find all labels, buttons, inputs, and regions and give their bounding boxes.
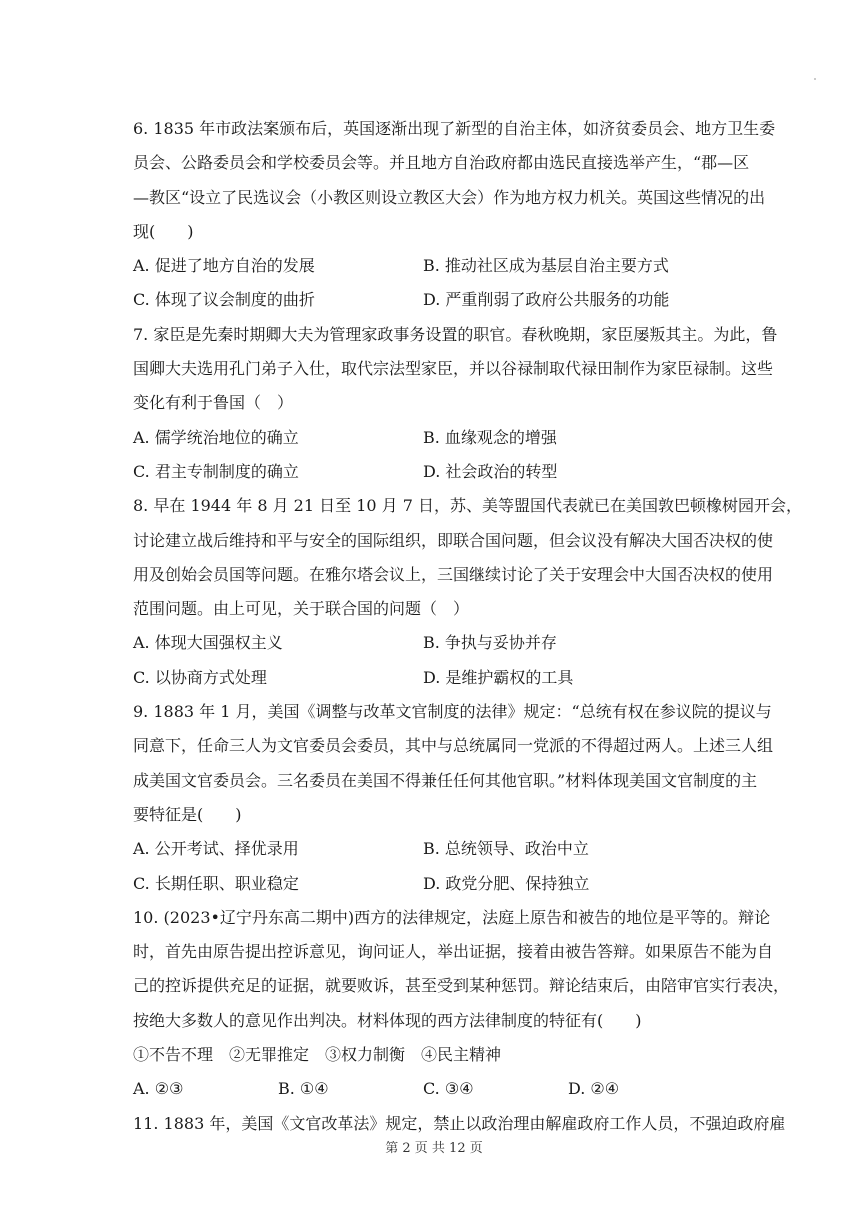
option-b: B. 血缘观念的增强: [423, 427, 557, 447]
option-c: C. 君主专制制度的确立: [133, 461, 299, 481]
question-text: 要特征是( ): [133, 804, 242, 824]
question-text: 7. 家臣是先秦时期卿大夫为管理家政事务设置的职官。春秋晚期，家臣屡叛其主。为此，鲁: [133, 324, 778, 344]
question-text: 范围问题。由上可见，关于联合国的问题（ ）: [133, 599, 470, 619]
question-text: 6. 1835 年市政法案颁布后，英国逐渐出现了新型的自治主体，如济贫委员会、地方卫生委: [133, 119, 776, 138]
question-text: 讨论建立战后维持和平与安全的国际组织，即联合国问题，但会议没有解决大国否决权的使: [133, 530, 774, 550]
page-footer: 第 2 页 共 12 页: [385, 1141, 483, 1156]
question-9: [133, 695, 774, 901]
option-row: [133, 867, 733, 901]
option-row: [133, 455, 733, 489]
question-text: 现( ): [133, 221, 194, 241]
question-text: 员会、公路委员会和学校委员会等。并且地方自治政府都由选民直接选举产生，“郡—区: [133, 153, 750, 173]
question-list: [133, 112, 803, 1141]
option-row: [133, 832, 733, 866]
question-text: —教区“设立了民选议会（小教区则设立教区大会）作为地方权力机关。英国这些情况的出: [133, 187, 766, 207]
option-b: B. ①④: [278, 1079, 329, 1099]
question-text: 11. 1883 年，美国《文官改革法》规定，禁止以政治理由解雇政府工作人员，不强迫政府雇: [133, 1113, 786, 1133]
question-text: 用及创始会员国等问题。在雅尔塔会议上，三国继续讨论了关于安理会中大国否决权的使用: [133, 564, 774, 584]
option-c: C. ③④: [423, 1079, 474, 1099]
question-text: 己的控诉提供充足的证据，就要败诉，甚至受到某种惩罚。辩论结束后，由陪审官实行表决，: [133, 976, 790, 996]
question-6: [133, 112, 776, 318]
question-11: [133, 1107, 786, 1141]
option-d: D. 严重削弱了政府公共服务的功能: [423, 290, 670, 310]
question-text: 时，首先由原告提出控诉意见，询问证人，举出证据，接着由被告答辩。如果原告不能为自: [133, 942, 774, 962]
option-b: B. 总统领导、政治中立: [423, 839, 589, 859]
statement-list: ①不告不理 ②无罪推定 ③权力制衡 ④民主精神: [133, 1045, 502, 1065]
question-text: 国卿大夫选用孔门弟子入仕，取代宗法型家臣，并以谷禄制取代禄田制作为家臣禄制。这些: [133, 359, 774, 379]
question-8: [133, 489, 803, 695]
option-row: [133, 249, 733, 283]
option-a: A. ②③: [133, 1079, 184, 1099]
question-text: 8. 早在 1944 年 8 月 21 日至 10 月 7 日，苏、美等盟国代表就已在美国敦巴顿橡树园开会，: [133, 496, 803, 516]
option-c: C. 长期任职、职业稳定: [133, 873, 299, 893]
question-text: 变化有利于鲁国（ ）: [133, 393, 294, 413]
option-c: C. 以协商方式处理: [133, 667, 267, 687]
question-text: 成美国文官委员会。三名委员在美国不得兼任任何其他官职。”材料体现美国文官制度的主: [133, 770, 758, 790]
question-text: 同意下，任命三人为文官委员会委员，其中与总统属同一党派的不得超过两人。上述三人组: [133, 736, 774, 756]
option-a: A. 体现大国强权主义: [133, 633, 283, 653]
option-c: C. 体现了议会制度的曲折: [133, 290, 315, 310]
option-d: D. ②④: [568, 1079, 620, 1099]
option-d: D. 是维护霸权的工具: [423, 667, 574, 687]
question-text: 10. (2023•辽宁丹东高二期中)西方的法律规定，法庭上原告和被告的地位是平等的。辩论: [133, 907, 771, 927]
option-a: A. 促进了地方自治的发展: [133, 256, 315, 276]
option-d: D. 社会政治的转型: [423, 461, 558, 481]
option-d: D. 政党分肥、保持独立: [423, 873, 590, 893]
option-b: B. 推动社区成为基层自治主要方式: [423, 256, 669, 276]
option-row: [133, 661, 733, 695]
option-row: [133, 1072, 733, 1106]
question-7: [133, 318, 778, 489]
question-text: 9. 1883 年 1 月，美国《调整与改革文官制度的法律》规定：“总统有权在参议院的提议与: [133, 702, 772, 722]
option-row: [133, 283, 733, 317]
option-row: [133, 421, 733, 455]
question-10: [133, 901, 790, 1107]
option-a: A. 公开考试、择优录用: [133, 839, 299, 859]
page-mark: [814, 78, 816, 80]
option-row: [133, 626, 733, 660]
question-text: 按绝大多数人的意见作出判决。材料体现的西方法律制度的特征有( ): [133, 1010, 642, 1030]
option-a: A. 儒学统治地位的确立: [133, 427, 299, 447]
option-b: B. 争执与妥协并存: [423, 633, 557, 653]
